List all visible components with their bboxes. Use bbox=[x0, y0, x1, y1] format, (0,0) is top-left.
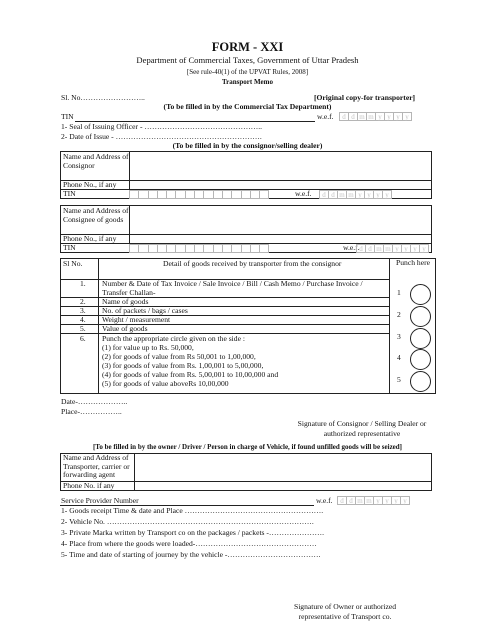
service-provider-label: Service Provider Number bbox=[61, 496, 139, 505]
punch-number-1: 1 bbox=[397, 288, 401, 297]
row-3-no: 3. bbox=[80, 306, 86, 315]
col-goods-detail: Detail of goods received by transporter from the consignor bbox=[163, 259, 342, 268]
punch-circle-3[interactable] bbox=[410, 328, 431, 349]
row-4-text: Weight / measurement bbox=[102, 315, 171, 324]
dept-wef-label: w.e.f. bbox=[317, 112, 334, 121]
punch-number-3: 3 bbox=[397, 332, 401, 341]
row-3-text: No. of packets / bags / cases bbox=[102, 306, 188, 315]
punch-circle-1[interactable] bbox=[410, 284, 431, 305]
row-6-title: Punch the appropriate circle given on the side : bbox=[102, 334, 245, 343]
row-5-no: 5. bbox=[80, 324, 86, 333]
consignee-tin-cells[interactable] bbox=[130, 244, 269, 253]
service-wef-date[interactable]: d d m m y y y y bbox=[338, 496, 410, 505]
consignor-wef-date[interactable]: d d m m y y y y bbox=[320, 190, 392, 199]
transporter-name-label: Name and Address of Transporter, carrier or forwarding agent bbox=[63, 453, 130, 480]
original-copy-label: [Original copy-for transporter] bbox=[314, 93, 416, 102]
form-title: FORM - XXI bbox=[211, 40, 284, 54]
transport-item-4[interactable]: 4- Place from where the goods were loaded-………………………………………… bbox=[61, 539, 317, 548]
consignor-note: (To be filled in by the consignor/selling dealer) bbox=[172, 141, 323, 150]
consignee-wef-date[interactable]: d d m m y y y y bbox=[357, 244, 429, 253]
punch-number-4: 4 bbox=[397, 353, 401, 362]
consignee-name-label: Name and Address of Consignee of goods bbox=[63, 206, 129, 224]
consignor-signature-line2: authorized representative bbox=[323, 429, 401, 438]
row-6-item-5: (5) for goods of value aboveRs 10,00,000 bbox=[102, 379, 229, 388]
owner-signature-line2: representative of Transport co. bbox=[298, 612, 392, 621]
date-field[interactable]: Date-……………….. bbox=[61, 397, 128, 406]
owner-note: [To be filled in by the owner / Driver / Person in charge of Vehicle, if found unfilled goods will be seized] bbox=[92, 443, 403, 451]
row-1-no: 1. bbox=[80, 279, 86, 288]
punch-circle-5[interactable] bbox=[410, 371, 431, 392]
row-2-no: 2. bbox=[80, 297, 86, 306]
punch-number-5: 5 bbox=[397, 375, 401, 384]
rule-reference: [See rule-40(1) of the UPVAT Rules, 2008] bbox=[186, 68, 309, 76]
consignee-wef-label: w.e.f. bbox=[343, 243, 360, 252]
row-6-item-4: (4) for goods of value from Rs. 5,00,001 to 10,00,000 and bbox=[102, 370, 279, 379]
transport-item-5[interactable]: 5- Time and date of starting of journey by the vehicle -………………………………. bbox=[61, 550, 321, 559]
issue-date-field[interactable]: 2- Date of Issue - …………………………………………………. bbox=[61, 132, 262, 141]
row-6-no: 6. bbox=[80, 334, 86, 343]
consignor-phone-label: Phone No., if any bbox=[63, 180, 117, 189]
transport-item-2[interactable]: 2- Vehicle No. ………………………………………………………………………. bbox=[61, 517, 314, 526]
transporter-phone-label: Phone No. if any bbox=[63, 481, 115, 490]
dept-tin-label: TIN bbox=[61, 112, 74, 121]
row-6-item-2: (2) for goods of value from Rs 50,001 to 1,00,000, bbox=[102, 352, 256, 361]
punch-number-2: 2 bbox=[397, 310, 401, 319]
row-5-text: Value of goods bbox=[102, 324, 148, 333]
transport-item-1[interactable]: 1- Goods receipt Time & date and Place ………………………………………………. bbox=[61, 506, 324, 515]
row-6-item-1: (1) for value up to Rs. 50,000, bbox=[102, 343, 194, 352]
seal-field[interactable]: 1- Seal of Issuing Officer - ……………………………………….. bbox=[61, 122, 263, 131]
row-6-item-3: (3) for goods of value from Rs. 1,00,001 to 5,00,000, bbox=[102, 361, 264, 370]
serial-number[interactable]: Sl. No…………………….. bbox=[61, 93, 145, 102]
consignor-signature-line1: Signature of Consignor / Selling Dealer or bbox=[297, 419, 427, 428]
form-subtitle: Transport Memo bbox=[222, 78, 273, 86]
service-wef-label: w.e.f. bbox=[316, 496, 333, 505]
row-1-text: Number & Date of Tax Invoice / Sale Invoice / Bill / Cash Memo / Purchase Invoice / Transfer Challan- bbox=[102, 279, 363, 297]
department-name: Department of Commercial Taxes, Government of Uttar Pradesh bbox=[136, 55, 359, 65]
consignor-tin-cells[interactable] bbox=[130, 190, 269, 199]
consignee-tin-label: TIN bbox=[63, 243, 76, 252]
consignor-name-label: Name and Address of Consignor bbox=[63, 152, 129, 170]
col-punch-here: Punch here bbox=[396, 258, 430, 267]
col-sl-no: Sl No. bbox=[63, 259, 83, 268]
dept-wef-date[interactable]: d d m m y y y y bbox=[340, 112, 412, 121]
owner-signature-line1: Signature of Owner or authorized bbox=[293, 602, 397, 611]
consignee-phone-label: Phone No., if any bbox=[63, 234, 117, 243]
commercial-tax-note: (To be filled in by the Commercial Tax Department) bbox=[163, 102, 332, 111]
consignor-tin-label: TIN bbox=[63, 189, 76, 198]
punch-circle-2[interactable] bbox=[410, 306, 431, 327]
place-field[interactable]: Place-…………….. bbox=[61, 407, 122, 416]
consignor-wef-label: w.e.f. bbox=[295, 189, 312, 198]
punch-circle-4[interactable] bbox=[410, 349, 431, 370]
row-2-text: Name of goods bbox=[102, 297, 149, 306]
row-4-no: 4. bbox=[80, 315, 86, 324]
transport-item-3[interactable]: 3- Private Marka written by Transport co on the packages / packets -…………………. bbox=[61, 528, 324, 537]
